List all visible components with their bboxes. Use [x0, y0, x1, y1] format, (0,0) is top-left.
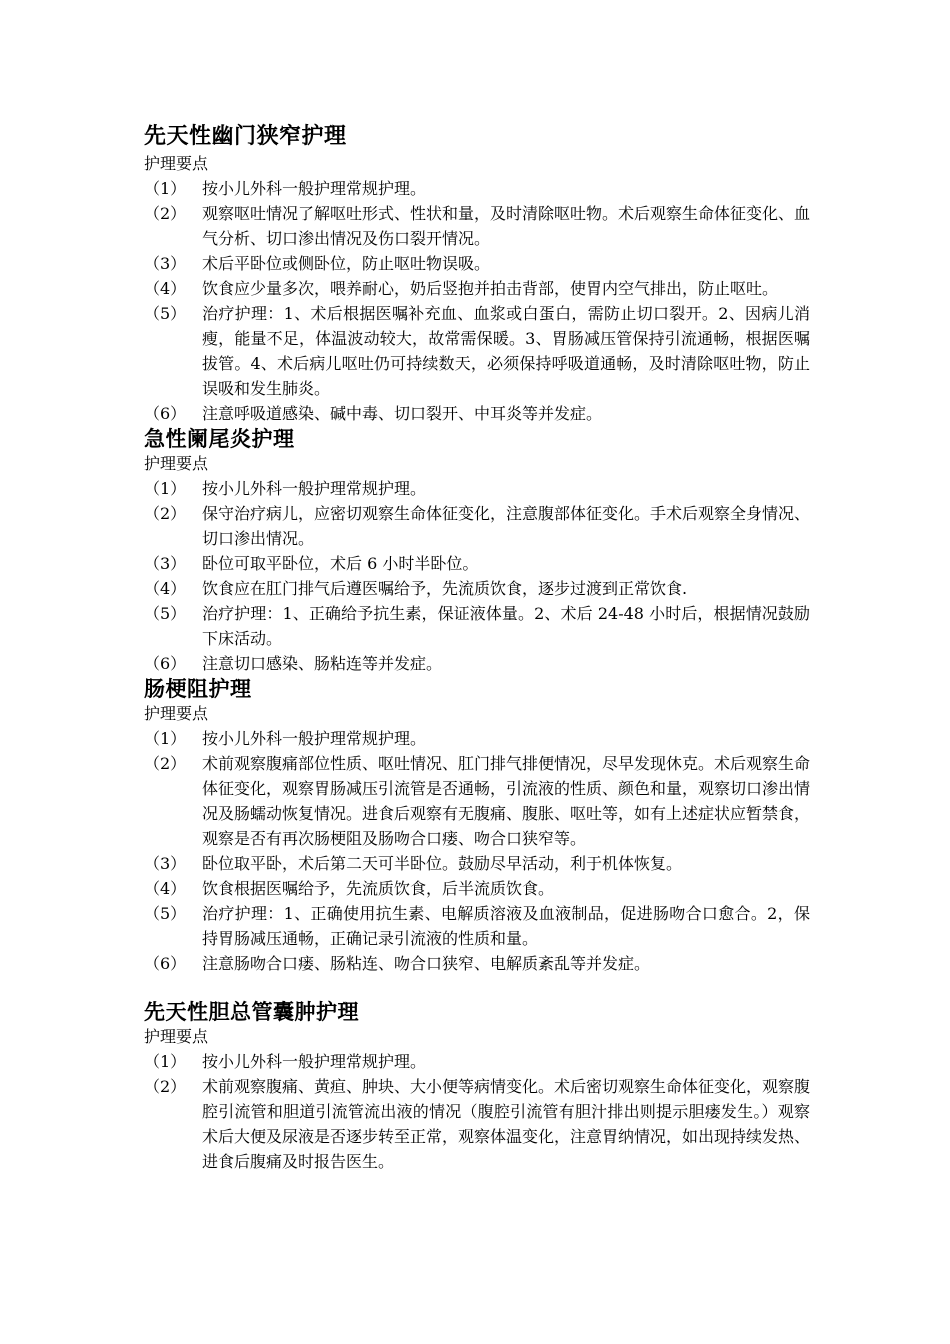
item-number: （3） — [144, 554, 187, 573]
item-text: 按小儿外科一般护理常规护理。 — [202, 179, 427, 198]
section-spacer — [144, 976, 810, 999]
item-number: （4） — [144, 279, 187, 298]
list-item — [144, 876, 810, 901]
item-text: 注意呼吸道感染、碱中毒、切口裂开、中耳炎等并发症。 — [202, 404, 603, 423]
section-title: 急性阑尾炎护理 — [144, 427, 295, 451]
item-text: 按小儿外科一般护理常规护理。 — [202, 479, 427, 498]
section-subhead: 护理要点 — [144, 154, 209, 173]
list-item — [144, 751, 810, 851]
item-text: 术后平卧位或侧卧位，防止呕吐物误吸。 — [202, 254, 491, 273]
item-number: （1） — [144, 729, 187, 748]
item-number: （2） — [144, 204, 187, 223]
document-page — [144, 122, 810, 1174]
item-number: （6） — [144, 954, 187, 973]
item-number: （5） — [144, 604, 187, 623]
section-title: 肠梗阻护理 — [144, 677, 252, 701]
list-item — [144, 276, 810, 301]
item-number: （3） — [144, 854, 187, 873]
item-number: （6） — [144, 404, 187, 423]
section-appendicitis — [144, 426, 810, 676]
list-item — [144, 301, 810, 401]
item-text: 观察呕吐情况了解呕吐形式、性状和量，及时清除呕吐物。术后观察生命体征变化、血气分析、切口渗出情况及伤口裂开情况。 — [202, 204, 811, 248]
list-item — [144, 551, 810, 576]
item-number: （2） — [144, 504, 187, 523]
item-text: 饮食应少量多次，喂养耐心，奶后竖抱并拍击背部，使胃内空气排出，防止呕吐。 — [202, 279, 779, 298]
item-number: （6） — [144, 654, 187, 673]
item-text: 卧位取平卧，术后第二天可半卧位。鼓励尽早活动，利于机体恢复。 — [202, 854, 683, 873]
section-pyloric-stenosis — [144, 122, 810, 426]
list-item — [144, 201, 810, 251]
list-item — [144, 1049, 810, 1074]
item-number: （1） — [144, 479, 187, 498]
section-choledochal-cyst — [144, 999, 810, 1174]
item-number: （5） — [144, 904, 187, 923]
item-text: 按小儿外科一般护理常规护理。 — [202, 729, 427, 748]
list-item — [144, 901, 810, 951]
item-text: 治疗护理：1、正确给予抗生素，保证液体量。2、术后 24-48 小时后，根据情况鼓励下床活动。 — [202, 604, 810, 648]
item-text: 保守治疗病儿，应密切观察生命体征变化，注意腹部体征变化。手术后观察全身情况、切口渗出情况。 — [202, 504, 811, 548]
item-number: （1） — [144, 179, 187, 198]
list-item — [144, 476, 810, 501]
list-item — [144, 576, 810, 601]
list-item — [144, 176, 810, 201]
item-text: 治疗护理：1、正确使用抗生素、电解质溶液及血液制品，促进肠吻合口愈合。2，保持胃肠减压通畅，正确记录引流液的性质和量。 — [202, 904, 810, 948]
list-item — [144, 1074, 810, 1174]
item-number: （4） — [144, 579, 187, 598]
item-number: （1） — [144, 1052, 187, 1071]
section-title: 先天性幽门狭窄护理 — [144, 124, 347, 149]
list-item — [144, 251, 810, 276]
item-text: 卧位可取平卧位，术后 6 小时半卧位。 — [202, 554, 479, 573]
item-text: 术前观察腹痛、黄疸、肿块、大小便等病情变化。术后密切观察生命体征变化，观察腹腔引流管和胆道引流管流出液的情况（腹腔引流管有胆汁排出则提示胆瘘发生。）观察术后大便及尿液是否逐步转至正常，观察体温变化，注意胃纳情况，如出现持续发热、进食后腹痛及时报告医生。 — [202, 1077, 811, 1171]
item-number: （3） — [144, 254, 187, 273]
list-item — [144, 651, 810, 676]
item-number: （2） — [144, 754, 187, 773]
list-item — [144, 851, 810, 876]
item-text: 注意切口感染、肠粘连等并发症。 — [202, 654, 443, 673]
item-number: （5） — [144, 304, 187, 323]
list-item — [144, 501, 810, 551]
item-text: 注意肠吻合口瘘、肠粘连、吻合口狭窄、电解质紊乱等并发症。 — [202, 954, 651, 973]
item-number: （2） — [144, 1077, 187, 1096]
item-number: （4） — [144, 879, 187, 898]
list-item — [144, 401, 810, 426]
list-item — [144, 951, 810, 976]
item-text: 饮食应在肛门排气后遵医嘱给予，先流质饮食，逐步过渡到正常饮食. — [202, 579, 688, 598]
section-intestinal-obstruction — [144, 676, 810, 976]
section-subhead: 护理要点 — [144, 1027, 209, 1046]
section-title: 先天性胆总管囊肿护理 — [144, 1000, 359, 1024]
item-text: 按小儿外科一般护理常规护理。 — [202, 1052, 427, 1071]
section-subhead: 护理要点 — [144, 454, 209, 473]
section-subhead: 护理要点 — [144, 704, 209, 723]
item-text: 术前观察腹痛部位性质、呕吐情况、肛门排气排便情况，尽早发现休克。术后观察生命体征变化，观察胃肠减压引流管是否通畅，引流液的性质、颜色和量，观察切口渗出情况及肠蠕动恢复情况。进食后观察有无腹痛、腹胀、呕吐等，如有上述症状应暂禁食，观察是否有再次肠梗阻及肠吻合口瘘、吻合口狭窄等。 — [202, 754, 811, 848]
item-text: 治疗护理：1、术后根据医嘱补充血、血浆或白蛋白，需防止切口裂开。2、因病儿消瘦，能量不足，体温波动较大，故常需保暖。3、胃肠减压管保持引流通畅，根据医嘱拔管。4、术后病儿呕吐仍可持续数天，必须保持呼吸道通畅，及时清除呕吐物，防止误吸和发生肺炎。 — [202, 304, 810, 398]
item-text: 饮食根据医嘱给予，先流质饮食，后半流质饮食。 — [202, 879, 555, 898]
list-item — [144, 726, 810, 751]
list-item — [144, 601, 810, 651]
